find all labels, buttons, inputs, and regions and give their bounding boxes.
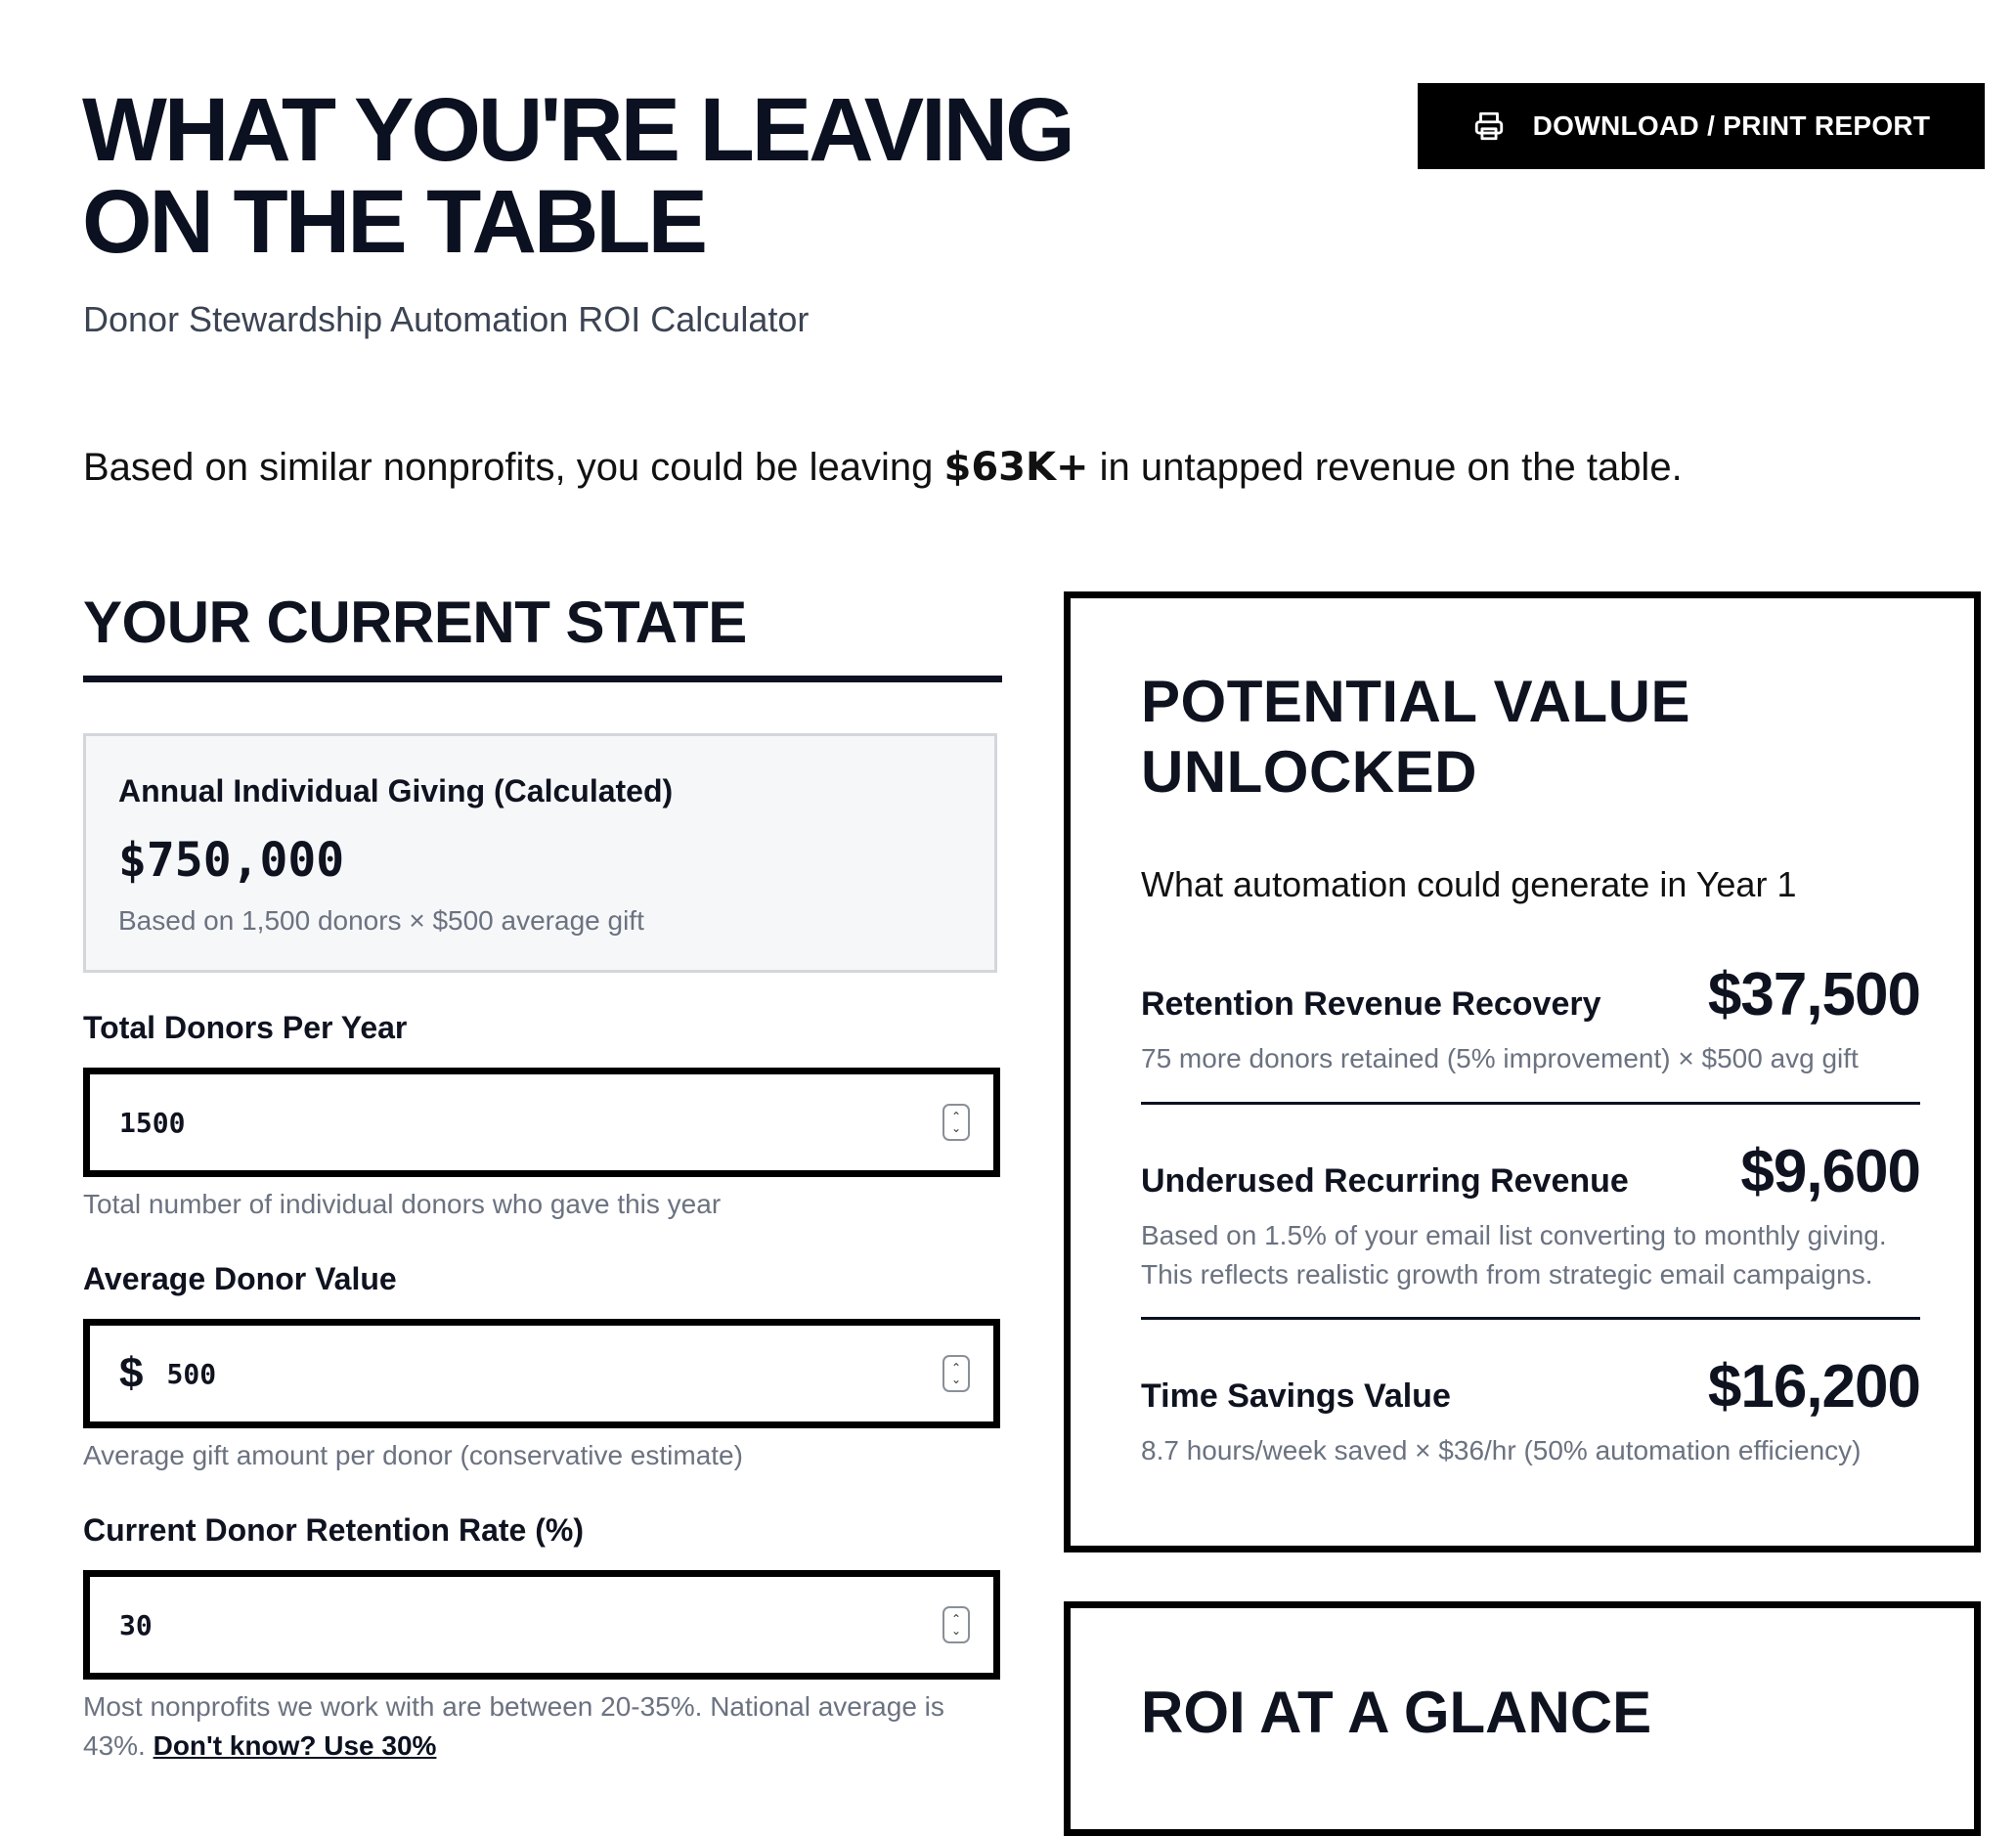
dollar-prefix: $ (119, 1349, 144, 1397)
metric-label: Underused Recurring Revenue (1141, 1162, 1629, 1200)
retention-rate-label: Current Donor Retention Rate (%) (83, 1512, 584, 1548)
recurring-revenue-metric (1141, 1137, 1920, 1294)
metric-value: $16,200 (1707, 1353, 1920, 1421)
metric-divider (1141, 1102, 1920, 1105)
metric-label: Retention Revenue Recovery (1141, 985, 1601, 1023)
download-print-report-label: DOWNLOAD / PRINT REPORT (1532, 110, 1931, 141)
metric-divider (1141, 1317, 1920, 1320)
total-donors-input[interactable] (83, 1068, 1000, 1177)
retention-rate-value[interactable]: 30 (119, 1608, 153, 1641)
retention-rate-stepper-icon[interactable]: ⌃ ⌄ (942, 1606, 970, 1643)
retention-rate-input[interactable] (83, 1570, 1000, 1680)
annual-giving-value: $750,000 (118, 833, 345, 888)
metric-label: Time Savings Value (1141, 1377, 1451, 1415)
total-donors-label: Total Donors Per Year (83, 1010, 408, 1045)
potential-value-title: POTENTIAL VALUE UNLOCKED (1141, 669, 1690, 805)
retention-revenue-metric (1141, 960, 1920, 1078)
download-print-report-button[interactable] (1418, 83, 1985, 169)
total-donors-stepper-icon[interactable]: ⌃ ⌄ (942, 1104, 970, 1141)
current-state-heading: YOUR CURRENT STATE (83, 589, 1002, 682)
untapped-revenue-amount: $63K+ (943, 445, 1089, 490)
potential-value-subtitle: What automation could generate in Year 1 (1141, 864, 1797, 904)
time-savings-metric (1141, 1352, 1920, 1470)
metric-value: $37,500 (1707, 961, 1920, 1028)
metric-note: 8.7 hours/week saved × $36/hr (50% automation efficiency) (1141, 1435, 1862, 1465)
roi-card (1064, 1601, 1981, 1836)
annual-giving-label: Annual Individual Giving (Calculated) (118, 773, 674, 809)
printer-icon (1472, 109, 1506, 143)
page-title: WHAT YOU'RE LEAVING ON THE TABLE (82, 80, 1073, 272)
average-donor-value-help: Average gift amount per donor (conservative estimate) (83, 1440, 743, 1470)
annual-giving-note: Based on 1,500 donors × $500 average gift (118, 905, 644, 936)
total-donors-help: Total number of individual donors who gave this year (83, 1189, 722, 1219)
average-donor-value-value[interactable]: 500 (166, 1357, 217, 1390)
intro-statement: Based on similar nonprofits, you could be leaving $63K+ in untapped revenue on the table. (83, 445, 1683, 490)
average-donor-value-label: Average Donor Value (83, 1261, 397, 1296)
average-donor-value-stepper-icon[interactable]: ⌃ ⌄ (942, 1355, 970, 1392)
total-donors-value[interactable]: 1500 (119, 1106, 186, 1139)
potential-value-card (1064, 591, 1981, 1552)
roi-title: ROI AT A GLANCE (1141, 1680, 1652, 1745)
metric-note: 75 more donors retained (5% improvement) × $500 avg gift (1141, 1043, 1859, 1073)
retention-rate-help: Most nonprofits we work with are between 20-35%. National average is 43%. Don't know? Use 30% (83, 1691, 944, 1761)
metric-value: $9,600 (1740, 1138, 1920, 1205)
metric-note: Based on 1.5% of your email list converting to monthly giving. This reflects realistic growth from strategic email campaigns. (1141, 1220, 1887, 1290)
page-subtitle: Donor Stewardship Automation ROI Calculator (83, 299, 810, 339)
average-donor-value-input[interactable] (83, 1319, 1000, 1428)
use-default-retention-link[interactable]: Don't know? Use 30% (153, 1730, 437, 1761)
annual-giving-card (83, 733, 997, 973)
